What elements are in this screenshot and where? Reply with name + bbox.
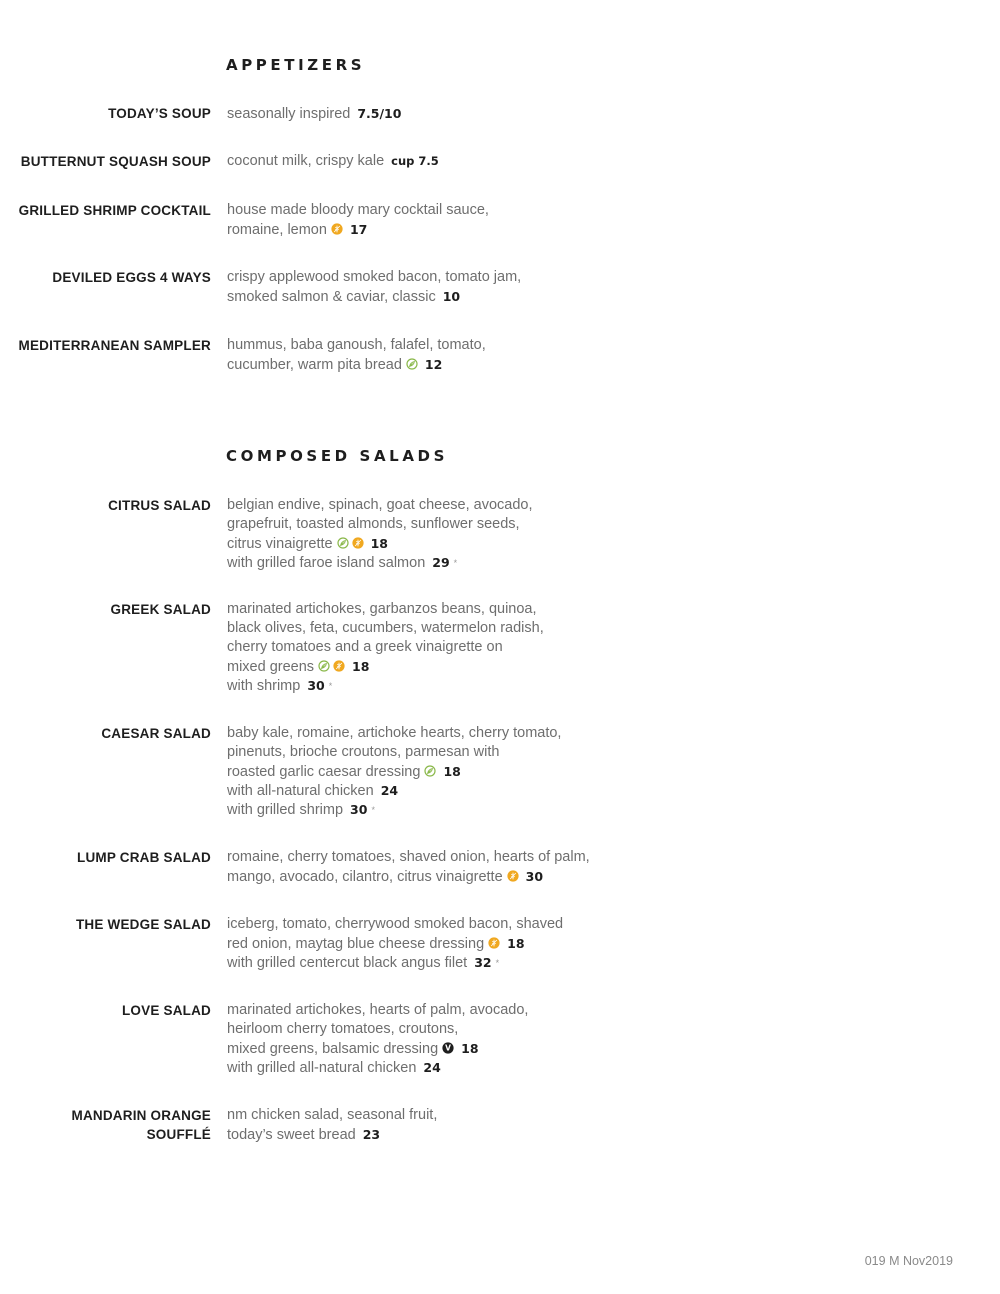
item-name <box>6 336 211 355</box>
item-name <box>6 201 211 220</box>
item-description <box>227 104 627 123</box>
item-description <box>227 336 627 374</box>
description-line <box>227 220 627 239</box>
item-price: 29 <box>432 555 450 570</box>
asterisk-icon: * <box>328 681 333 691</box>
description-text: baby kale, romaine, artichoke hearts, cherry tomato, <box>227 725 562 741</box>
description-line <box>227 287 627 306</box>
item-price: 18 <box>370 536 388 551</box>
description-text: today’s sweet bread <box>227 1127 356 1143</box>
item-price: 24 <box>380 783 399 798</box>
description-text: roasted garlic caesar dressing <box>227 764 421 780</box>
description-line <box>227 515 627 534</box>
item-name-line: DEVILED EGGS 4 WAYS <box>52 270 211 285</box>
item-description <box>227 1106 627 1144</box>
description-line <box>227 268 627 287</box>
section-title-appetizers: APPETIZERS <box>226 56 366 74</box>
description-line <box>227 1106 627 1125</box>
description-text: pinenuts, brioche croutons, parmesan with <box>227 744 500 760</box>
description-line <box>227 676 627 695</box>
description-text: belgian endive, spinach, goat cheese, avocado, <box>227 497 533 513</box>
description-line <box>227 800 627 819</box>
gluten-free-icon <box>352 537 364 549</box>
item-price: 7.5/10 <box>357 106 402 121</box>
description-line <box>227 1001 627 1020</box>
description-line <box>227 1020 627 1039</box>
item-description <box>227 152 627 171</box>
item-price: 12 <box>424 357 443 372</box>
item-name-line: BUTTERNUT SQUASH SOUP <box>20 154 211 169</box>
description-text: mango, avocado, cilantro, citrus vinaigrette <box>227 869 503 885</box>
item-price: 10 <box>442 289 461 304</box>
description-text: iceberg, tomato, cherrywood smoked bacon, shaved <box>227 916 564 932</box>
svg-text:V: V <box>445 1043 452 1053</box>
gluten-free-icon <box>488 937 500 949</box>
item-price: 30 <box>307 678 325 693</box>
section-title-composed-salads: COMPOSED SALADS <box>226 447 448 465</box>
description-text: hummus, baba ganoush, falafel, tomato, <box>227 337 486 353</box>
item-name <box>6 600 211 619</box>
item-name <box>6 152 211 171</box>
description-line <box>227 915 627 934</box>
item-name-line: MANDARIN ORANGE <box>71 1108 211 1123</box>
item-name-line: GRILLED SHRIMP COCKTAIL <box>18 203 211 218</box>
item-price: 23 <box>362 1127 381 1142</box>
item-name-line: CITRUS SALAD <box>108 498 211 513</box>
item-name <box>6 496 211 515</box>
description-text: cucumber, warm pita bread <box>227 357 402 373</box>
description-line <box>227 743 627 762</box>
description-line <box>227 553 627 572</box>
description-line <box>227 934 627 953</box>
item-price: 18 <box>461 1041 479 1056</box>
vegetarian-icon <box>337 537 349 549</box>
description-line <box>227 781 627 800</box>
description-line <box>227 1058 627 1077</box>
description-text: romaine, lemon <box>227 222 327 238</box>
description-line <box>227 657 627 676</box>
description-line <box>227 355 627 374</box>
description-line <box>227 336 627 355</box>
description-line <box>227 152 627 171</box>
description-text: red onion, maytag blue cheese dressing <box>227 936 485 952</box>
item-name <box>6 724 211 743</box>
item-description <box>227 201 627 239</box>
description-text: marinated artichokes, garbanzos beans, quinoa, <box>227 601 537 617</box>
vegetarian-icon <box>318 660 330 672</box>
item-name-line: LUMP CRAB SALAD <box>77 850 211 865</box>
item-name-line: CAESAR SALAD <box>101 726 211 741</box>
vegetarian-icon <box>424 765 436 777</box>
description-text: with all-natural chicken <box>227 783 374 799</box>
description-text: marinated artichokes, hearts of palm, avocado, <box>227 1002 529 1018</box>
description-line <box>227 724 627 743</box>
description-text: with grilled shrimp <box>227 802 344 818</box>
description-line <box>227 619 627 638</box>
description-text: black olives, feta, cucumbers, watermelon radish, <box>227 620 544 636</box>
item-name-line: LOVE SALAD <box>121 1003 211 1018</box>
description-text: citrus vinaigrette <box>227 536 333 552</box>
description-line <box>227 1125 627 1144</box>
gluten-free-icon <box>507 870 519 882</box>
item-description <box>227 1001 627 1077</box>
description-text: with grilled all-natural chicken <box>227 1060 417 1076</box>
description-text: cherry tomatoes and a greek vinaigrette on <box>227 639 503 655</box>
description-text: mixed greens <box>227 659 315 675</box>
description-line <box>227 867 627 886</box>
description-text: house made bloody mary cocktail sauce, <box>227 202 489 218</box>
asterisk-icon: * <box>495 958 500 968</box>
item-price: 30 <box>350 802 368 817</box>
description-line <box>227 534 627 553</box>
item-price: cup 7.5 <box>391 154 439 168</box>
item-name <box>6 1106 211 1144</box>
description-line <box>227 496 627 515</box>
item-price: 24 <box>423 1060 441 1075</box>
item-name-line: THE WEDGE SALAD <box>75 917 211 932</box>
description-line <box>227 600 627 619</box>
description-text: with grilled faroe island salmon <box>227 555 426 571</box>
description-line <box>227 201 627 220</box>
asterisk-icon: * <box>371 805 375 815</box>
item-name-line: TODAY’S SOUP <box>108 106 211 121</box>
item-description <box>227 724 627 819</box>
item-description <box>227 496 627 572</box>
item-price: 18 <box>352 659 370 674</box>
item-description <box>227 915 627 972</box>
item-name <box>6 915 211 934</box>
description-text: with shrimp <box>227 678 301 694</box>
vegan-icon <box>442 1042 454 1054</box>
description-line <box>227 1039 627 1058</box>
item-price: 30 <box>525 869 544 884</box>
item-name-line: MEDITERRANEAN SAMPLER <box>18 338 211 353</box>
description-line <box>227 762 627 781</box>
description-text: with grilled centercut black angus filet <box>227 955 468 971</box>
item-name <box>6 104 211 123</box>
item-price: 18 <box>507 936 525 951</box>
description-text: crispy applewood smoked bacon, tomato jam, <box>227 269 522 285</box>
description-text: seasonally inspired <box>227 106 351 122</box>
description-text: romaine, cherry tomatoes, shaved onion, hearts of palm, <box>227 849 590 865</box>
description-text: heirloom cherry tomatoes, croutons, <box>227 1021 459 1037</box>
gluten-free-icon <box>331 223 343 235</box>
item-name-line: SOUFFLÉ <box>146 1127 211 1142</box>
gluten-free-icon <box>333 660 345 672</box>
item-name <box>6 1001 211 1020</box>
footer-code: 019 M Nov2019 <box>864 1254 953 1268</box>
vegetarian-icon <box>406 358 418 370</box>
description-line <box>227 638 627 657</box>
item-name-line: GREEK SALAD <box>110 602 211 617</box>
description-text: smoked salmon & caviar, classic <box>227 289 436 305</box>
description-line <box>227 953 627 972</box>
description-line <box>227 848 627 867</box>
asterisk-icon: * <box>453 558 458 568</box>
description-text: coconut milk, crispy kale <box>227 153 385 169</box>
item-description <box>227 600 627 695</box>
item-name <box>6 848 211 867</box>
item-price: 18 <box>443 764 461 779</box>
description-line <box>227 104 627 123</box>
item-price: 32 <box>474 955 492 970</box>
description-text: grapefruit, toasted almonds, sunflower seeds, <box>227 516 520 532</box>
item-price: 17 <box>349 222 368 237</box>
item-description <box>227 848 627 886</box>
description-text: nm chicken salad, seasonal fruit, <box>227 1107 438 1123</box>
item-description <box>227 268 627 306</box>
item-name <box>6 268 211 287</box>
description-text: mixed greens, balsamic dressing <box>227 1041 439 1057</box>
